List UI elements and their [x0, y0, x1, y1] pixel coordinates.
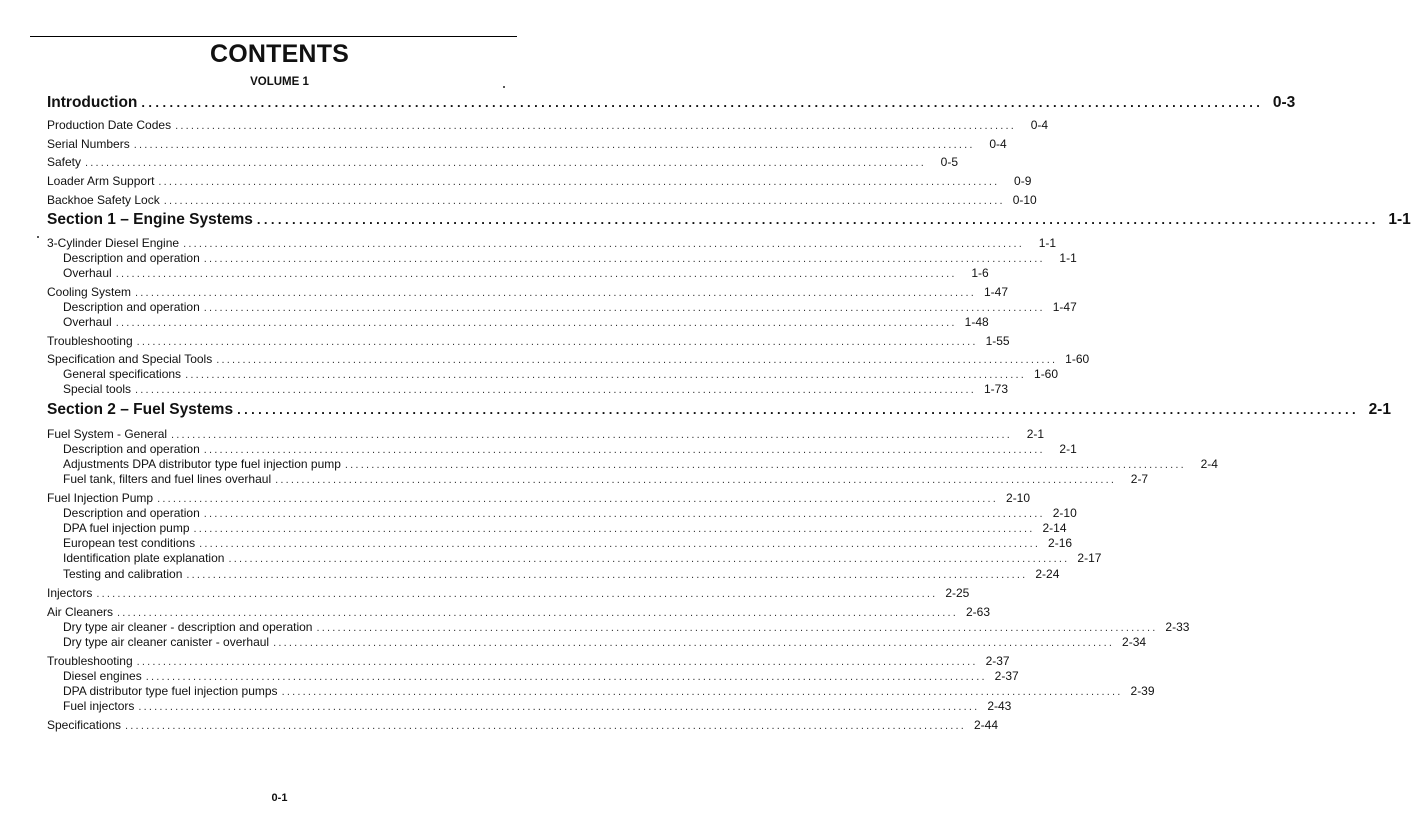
toc-leader-dots: ................................................................................................................................................................	[275, 474, 1117, 486]
toc-entry	[47, 491, 1031, 507]
toc-entry	[47, 174, 1032, 190]
toc-entry-label: Fuel Injection Pump	[47, 491, 154, 505]
toc-entry	[47, 285, 1009, 301]
toc-entry-label: Description and operation	[63, 442, 200, 456]
toc-entry-page: 1-73	[984, 382, 1009, 396]
toc-subentry	[47, 536, 1073, 552]
toc-entry-label: Description and operation	[63, 506, 200, 520]
toc-entry-label: Loader Arm Support	[47, 174, 155, 188]
toc-entry-page: 1-55	[985, 334, 1010, 348]
toc-leader-dots: ................................................................................................................................................................	[125, 720, 967, 732]
toc-entry	[47, 605, 991, 621]
toc-entry-page: 2-4	[1200, 457, 1218, 471]
toc-leader-dots: ................................................................................................................................................................	[237, 402, 1359, 417]
toc-entry-label: Description and operation	[63, 300, 200, 314]
toc-entry-label: Backhoe Safety Lock	[47, 193, 160, 207]
toc-entry-label: Dry type air cleaner - description and operation	[63, 620, 313, 634]
toc-entry-label: Section 2 – Fuel Systems	[47, 401, 234, 418]
toc-entry-label: Section 1 – Engine Systems	[47, 211, 253, 228]
toc-leader-dots: ................................................................................................................................................................	[163, 195, 1005, 207]
toc-entry	[47, 586, 970, 602]
page-number: 0-1	[271, 792, 288, 804]
toc-entry-label: Introduction	[47, 94, 138, 111]
toc-subentry	[47, 684, 1155, 700]
toc-leader-dots: ................................................................................................................................................................	[136, 336, 978, 348]
toc-entry-page: 2-14	[1042, 521, 1067, 535]
toc-leader-dots: ................................................................................................................................................................	[115, 317, 957, 329]
toc-leader-dots: ................................................................................................................................................................	[281, 686, 1123, 698]
toc-entry-label: Overhaul	[63, 266, 112, 280]
toc-leader-dots: ................................................................................................................................................................	[85, 157, 927, 169]
toc-entry-label: Fuel injectors	[63, 699, 135, 713]
toc-subentry	[47, 457, 1218, 473]
toc-entry-page: 2-16	[1048, 536, 1073, 550]
toc-entry-page: 2-24	[1035, 567, 1060, 581]
toc-leader-dots: ................................................................................................................................................................	[256, 212, 1379, 227]
volume-label: VOLUME 1	[250, 76, 309, 88]
toc-entry-label: Testing and calibration	[63, 567, 183, 581]
toc-leader-dots: ................................................................................................................................................................	[344, 459, 1186, 471]
toc-leader-dots: ................................................................................................................................................................	[96, 588, 938, 600]
toc-subentry	[47, 251, 1077, 267]
toc-entry-label: DPA distributor type fuel injection pumps	[63, 684, 278, 698]
toc-subentry	[47, 551, 1102, 567]
toc-subentry	[47, 521, 1067, 537]
toc-entry-page: 0-4	[989, 137, 1007, 151]
toc-leader-dots: ................................................................................................................................................................	[216, 354, 1058, 366]
toc-subentry	[47, 382, 1009, 398]
toc-leader-dots: ................................................................................................................................................................	[117, 607, 959, 619]
toc-entry-label: Air Cleaners	[47, 605, 114, 619]
toc-entry	[47, 118, 1049, 134]
toc-entry-label: Fuel tank, filters and fuel lines overhaul	[63, 472, 272, 486]
toc-entry-page: 1-1	[1038, 236, 1057, 250]
toc-entry-label: Diesel engines	[63, 669, 142, 683]
toc-entry-label: Production Date Codes	[47, 118, 172, 132]
toc-entry-page: 2-44	[974, 718, 999, 732]
toc-subentry	[47, 315, 989, 331]
toc-entry	[47, 334, 1010, 350]
toc-entry-label: DPA fuel injection pump	[63, 521, 190, 535]
toc-entry-label: Cooling System	[47, 285, 132, 299]
toc-entry-page: 0-3	[1272, 94, 1296, 111]
toc-subentry	[47, 266, 989, 282]
page-title: CONTENTS	[209, 40, 350, 68]
toc-leader-dots: ................................................................................................................................................................	[199, 538, 1041, 550]
toc-leader-dots: ................................................................................................................................................................	[203, 508, 1045, 520]
toc-entry-page: 2-1	[1059, 442, 1077, 456]
toc-subentry	[47, 635, 1147, 651]
toc-entry-page: 2-33	[1165, 620, 1190, 634]
toc-subentry	[47, 567, 1060, 583]
toc-entry	[47, 137, 1007, 153]
toc-entry-label: Identification plate explanation	[63, 551, 225, 565]
toc-entry-page: 2-7	[1130, 472, 1149, 486]
toc-entry-label: General specifications	[63, 367, 182, 381]
toc-entry-label: Troubleshooting	[47, 334, 133, 348]
toc-entry	[47, 427, 1045, 443]
toc-leader-dots: ................................................................................................................................................................	[273, 637, 1115, 649]
toc-leader-dots: ................................................................................................................................................................	[115, 268, 957, 280]
toc-entry-page: 1-60	[1034, 367, 1059, 381]
toc-leader-dots: ................................................................................................................................................................	[316, 622, 1158, 634]
toc-subentry	[47, 367, 1059, 383]
toc-entry-page: 2-37	[994, 669, 1019, 683]
toc-entry-page: 2-10	[1052, 506, 1077, 520]
toc-subentry	[47, 506, 1077, 522]
header-rule	[30, 36, 517, 37]
toc-subentry	[47, 620, 1190, 636]
toc-entry-page: 1-1	[1059, 251, 1077, 265]
toc-entry-label: Safety	[47, 155, 82, 169]
toc-entry-page: 2-1	[1368, 401, 1391, 418]
toc-leader-dots: ................................................................................................................................................................	[175, 120, 1017, 132]
toc-entry-page: 1-47	[984, 285, 1009, 299]
toc-entry-label: Dry type air cleaner canister - overhaul	[63, 635, 270, 649]
toc-entry-page: 2-34	[1122, 635, 1147, 649]
toc-subentry	[47, 669, 1019, 685]
toc-entry-label: Troubleshooting	[47, 654, 133, 668]
toc-entry	[47, 352, 1090, 368]
toc-leader-dots: ................................................................................................................................................................	[203, 302, 1045, 314]
toc-entry-page: 1-60	[1065, 352, 1090, 366]
scan-speck	[37, 236, 39, 238]
toc-subentry	[47, 699, 1012, 715]
toc-entry-page: 2-25	[945, 586, 970, 600]
toc-entry-page: 2-10	[1006, 491, 1031, 505]
toc-entry-page: 2-39	[1130, 684, 1155, 698]
toc-entry-page: 2-37	[985, 654, 1010, 668]
toc-entry-page: 1-47	[1052, 300, 1077, 314]
toc-leader-dots: ................................................................................................................................................................	[138, 701, 980, 713]
toc-entry-page: 2-63	[965, 605, 991, 619]
toc-entry-label: 3-Cylinder Diesel Engine	[47, 236, 180, 250]
toc-subentry	[47, 472, 1149, 488]
toc-entry	[47, 236, 1057, 252]
toc-entry	[47, 654, 1010, 670]
toc-entry	[47, 193, 1037, 209]
toc-leader-dots: ................................................................................................................................................................	[157, 493, 999, 505]
toc-entry-page: 2-17	[1077, 551, 1102, 565]
toc-leader-dots: ................................................................................................................................................................	[228, 553, 1070, 565]
toc-leader-dots: ................................................................................................................................................................	[171, 429, 1013, 441]
toc-leader-dots: ................................................................................................................................................................	[136, 656, 978, 668]
toc-entry-page: 0-9	[1014, 174, 1032, 188]
toc-entry-label: Specification and Special Tools	[47, 352, 213, 366]
toc-subentry	[47, 442, 1077, 458]
toc-entry-page: 0-5	[940, 155, 959, 169]
toc-entry-label: Adjustments DPA distributor type fuel injection pump	[63, 457, 341, 471]
toc-entry-page: 0-10	[1012, 193, 1037, 207]
toc-leader-dots: ................................................................................................................................................................	[186, 569, 1028, 581]
toc-leader-dots: ................................................................................................................................................................	[185, 369, 1027, 381]
toc-section-heading	[47, 401, 1391, 419]
toc-entry-page: 0-4	[1030, 118, 1049, 132]
toc-leader-dots: ................................................................................................................................................................	[203, 253, 1045, 265]
toc-leader-dots: ................................................................................................................................................................	[135, 287, 977, 299]
toc-leader-dots: ................................................................................................................................................................	[158, 176, 1000, 188]
toc-entry-page: 2-1	[1026, 427, 1045, 441]
toc-entry	[47, 718, 999, 734]
toc-leader-dots: ................................................................................................................................................................	[193, 523, 1035, 535]
toc-leader-dots: ................................................................................................................................................................	[141, 95, 1264, 110]
toc-entry-label: Description and operation	[63, 251, 200, 265]
toc-entry-label: European test conditions	[63, 536, 196, 550]
toc-entry-page: 1-6	[971, 266, 989, 280]
toc-entry-label: Serial Numbers	[47, 137, 130, 151]
toc-entry	[47, 155, 959, 171]
toc-entry-label: Special tools	[63, 382, 132, 396]
toc-section-heading	[47, 211, 1411, 229]
toc-leader-dots: ................................................................................................................................................................	[135, 384, 977, 396]
scan-speck	[503, 86, 505, 88]
toc-entry-label: Injectors	[47, 586, 93, 600]
toc-entry-page: 2-43	[987, 699, 1012, 713]
toc-entry-label: Specifications	[47, 718, 122, 732]
toc-section-heading	[47, 94, 1296, 112]
toc-leader-dots: ................................................................................................................................................................	[203, 444, 1045, 456]
toc-entry-page: 1-48	[964, 315, 989, 329]
toc-leader-dots: ................................................................................................................................................................	[183, 238, 1025, 250]
toc-subentry	[47, 300, 1077, 316]
toc-entry-page: 1-1	[1388, 211, 1411, 228]
toc-entry-label: Fuel System - General	[47, 427, 168, 441]
toc-leader-dots: ................................................................................................................................................................	[145, 671, 987, 683]
toc-leader-dots: ................................................................................................................................................................	[133, 139, 975, 151]
toc-entry-label: Overhaul	[63, 315, 112, 329]
